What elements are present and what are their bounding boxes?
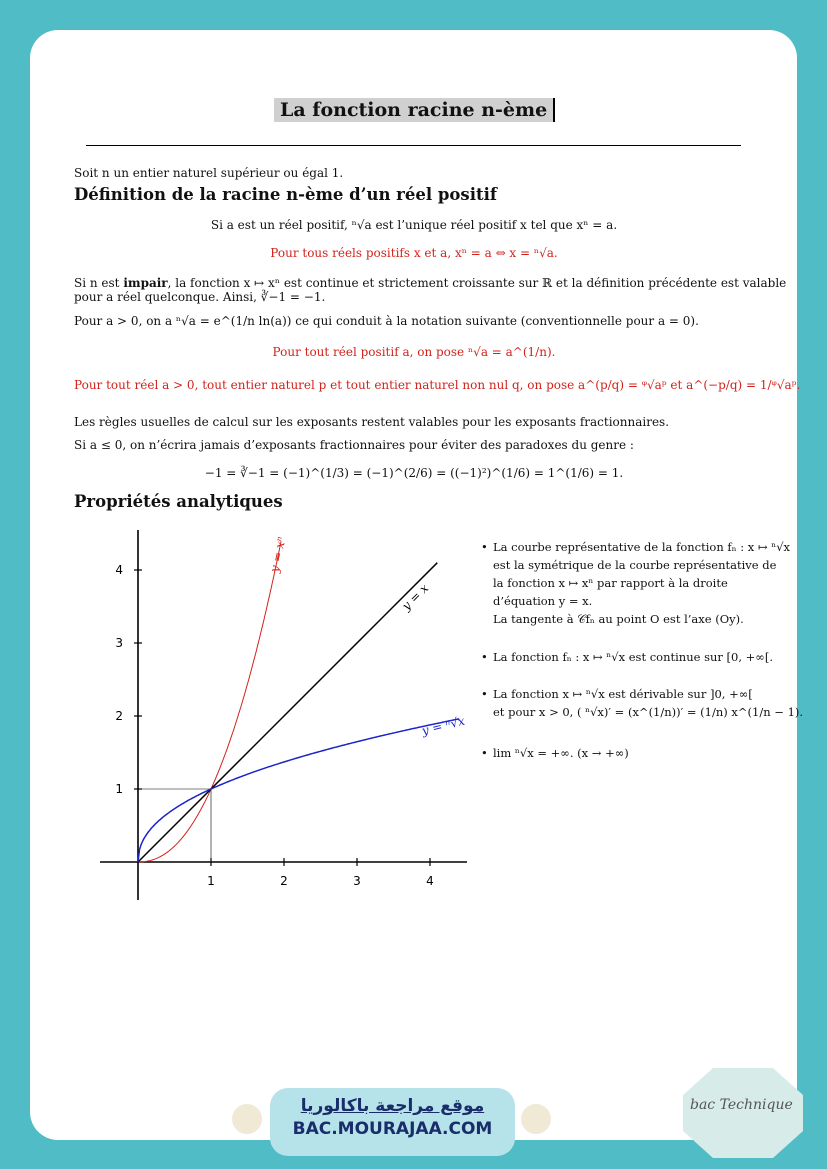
bullet-symmetry-line-4: d’équation y = x. — [493, 594, 593, 608]
title-rule — [86, 145, 741, 146]
bullet-dot: • — [481, 650, 488, 664]
series-line-root — [138, 719, 459, 862]
y-tick-label: 2 — [115, 709, 123, 723]
x-tick-label: 3 — [353, 874, 361, 888]
bullet-dot: • — [481, 746, 488, 760]
x-tick-label: 1 — [207, 874, 215, 888]
left-logo-icon — [232, 1104, 262, 1134]
brand-badge — [683, 1068, 803, 1158]
x-tick-label: 2 — [280, 874, 288, 888]
equivalence-text: Pour tous réels positifs x et a, xⁿ = a ⇔ x = ⁿ√a. — [270, 246, 558, 260]
root-function-chart — [95, 525, 475, 910]
section-heading-definition: Définition de la racine n-ème d’un réel positif — [74, 185, 497, 204]
odd-bold: impair — [123, 276, 168, 290]
y-tick-label: 1 — [115, 782, 123, 796]
footer-banner[interactable] — [270, 1088, 515, 1156]
series-line-identity — [138, 563, 437, 862]
odd-case-line1 — [74, 276, 786, 291]
footer-url-link[interactable]: BAC.MOURAJAA.COM — [292, 1119, 493, 1139]
definition-text: Si a est un réel positif, ⁿ√a est l’unique réel positif x tel que xⁿ = a. — [210, 218, 618, 232]
bullet-dot: • — [481, 540, 488, 554]
footer-arabic: موقع مراجعة باكالوريا — [300, 1096, 485, 1116]
bullet-symmetry-line-2: est la symétrique de la courbe représentative de — [493, 558, 777, 572]
bullet-symmetry-line-5: La tangente à 𝒞fₙ au point O est l’axe (Oy). — [493, 612, 744, 626]
section-heading-properties: Propriétés analytiques — [74, 492, 283, 511]
y-tick-label: 4 — [115, 563, 123, 577]
exponential-line: Pour a > 0, on a ⁿ√a = e^(1/n ln(a)) ce qui conduit à la notation suivante (conventionnelle pour a = 0). — [74, 314, 699, 328]
bullet-derivative-line-1: La fonction x ↦ ⁿ√x est dérivable sur ]0, +∞[ — [493, 687, 753, 701]
series-line-power — [138, 541, 281, 862]
x-tick-label: 4 — [426, 874, 434, 888]
page-title: La fonction racine n-ème — [274, 98, 555, 122]
pose-one-over-n: Pour tout réel positif a, on pose ⁿ√a = a^(1/n). — [272, 345, 556, 359]
series-label-root: y = ⁿ√x — [420, 713, 467, 738]
pose-fractional: Pour tout réel a > 0, tout entier naturel p et tout entier naturel non nul q, on pose a^(p/q) = ᵠ√aᵖ et a^(−p/q) = 1/ᵠ√aᵖ. — [74, 378, 801, 392]
odd-post: , la fonction x ↦ xⁿ est continue et strictement croissante sur ℝ et la définition précédente est valable — [167, 276, 787, 290]
series-label-power: y = xⁿ — [267, 535, 289, 574]
odd-case-line2: pour a réel quelconque. Ainsi, ∛−1 = −1. — [74, 290, 326, 304]
bullet-limit-line: lim ⁿ√x = +∞. (x → +∞) — [493, 746, 629, 760]
bullet-derivative-line-2: et pour x > 0, ( ⁿ√x)′ = (x^(1/n))′ = (1/n) x^(1/n − 1). — [493, 705, 804, 719]
bullet-symmetry-line-1: La courbe représentative de la fonction fₙ : x ↦ ⁿ√x — [493, 540, 791, 554]
bullet-continuity-line: La fonction fₙ : x ↦ ⁿ√x est continue sur [0, +∞[. — [493, 650, 774, 664]
odd-pre: Si n est — [74, 276, 124, 290]
intro-text: Soit n un entier naturel supérieur ou égal 1. — [74, 166, 344, 180]
warning-text: Si a ≤ 0, on n’écrira jamais d’exposants fractionnaires pour éviter des paradoxes du genre : — [74, 438, 634, 452]
y-tick-label: 3 — [115, 636, 123, 650]
rules-text: Les règles usuelles de calcul sur les exposants restent valables pour les exposants fractionnaires. — [74, 415, 670, 429]
bullet-symmetry-line-3: la fonction x ↦ xⁿ par rapport à la droite — [493, 576, 728, 590]
brand-text: bac Technique — [690, 1097, 793, 1113]
series-label-identity: y = x — [399, 581, 432, 614]
paradox-formula: −1 = ∛−1 = (−1)^(1/3) = (−1)^(2/6) = ((−1)²)^(1/6) = 1^(1/6) = 1. — [204, 466, 624, 480]
right-logo-icon — [521, 1104, 551, 1134]
bullet-dot: • — [481, 687, 488, 701]
